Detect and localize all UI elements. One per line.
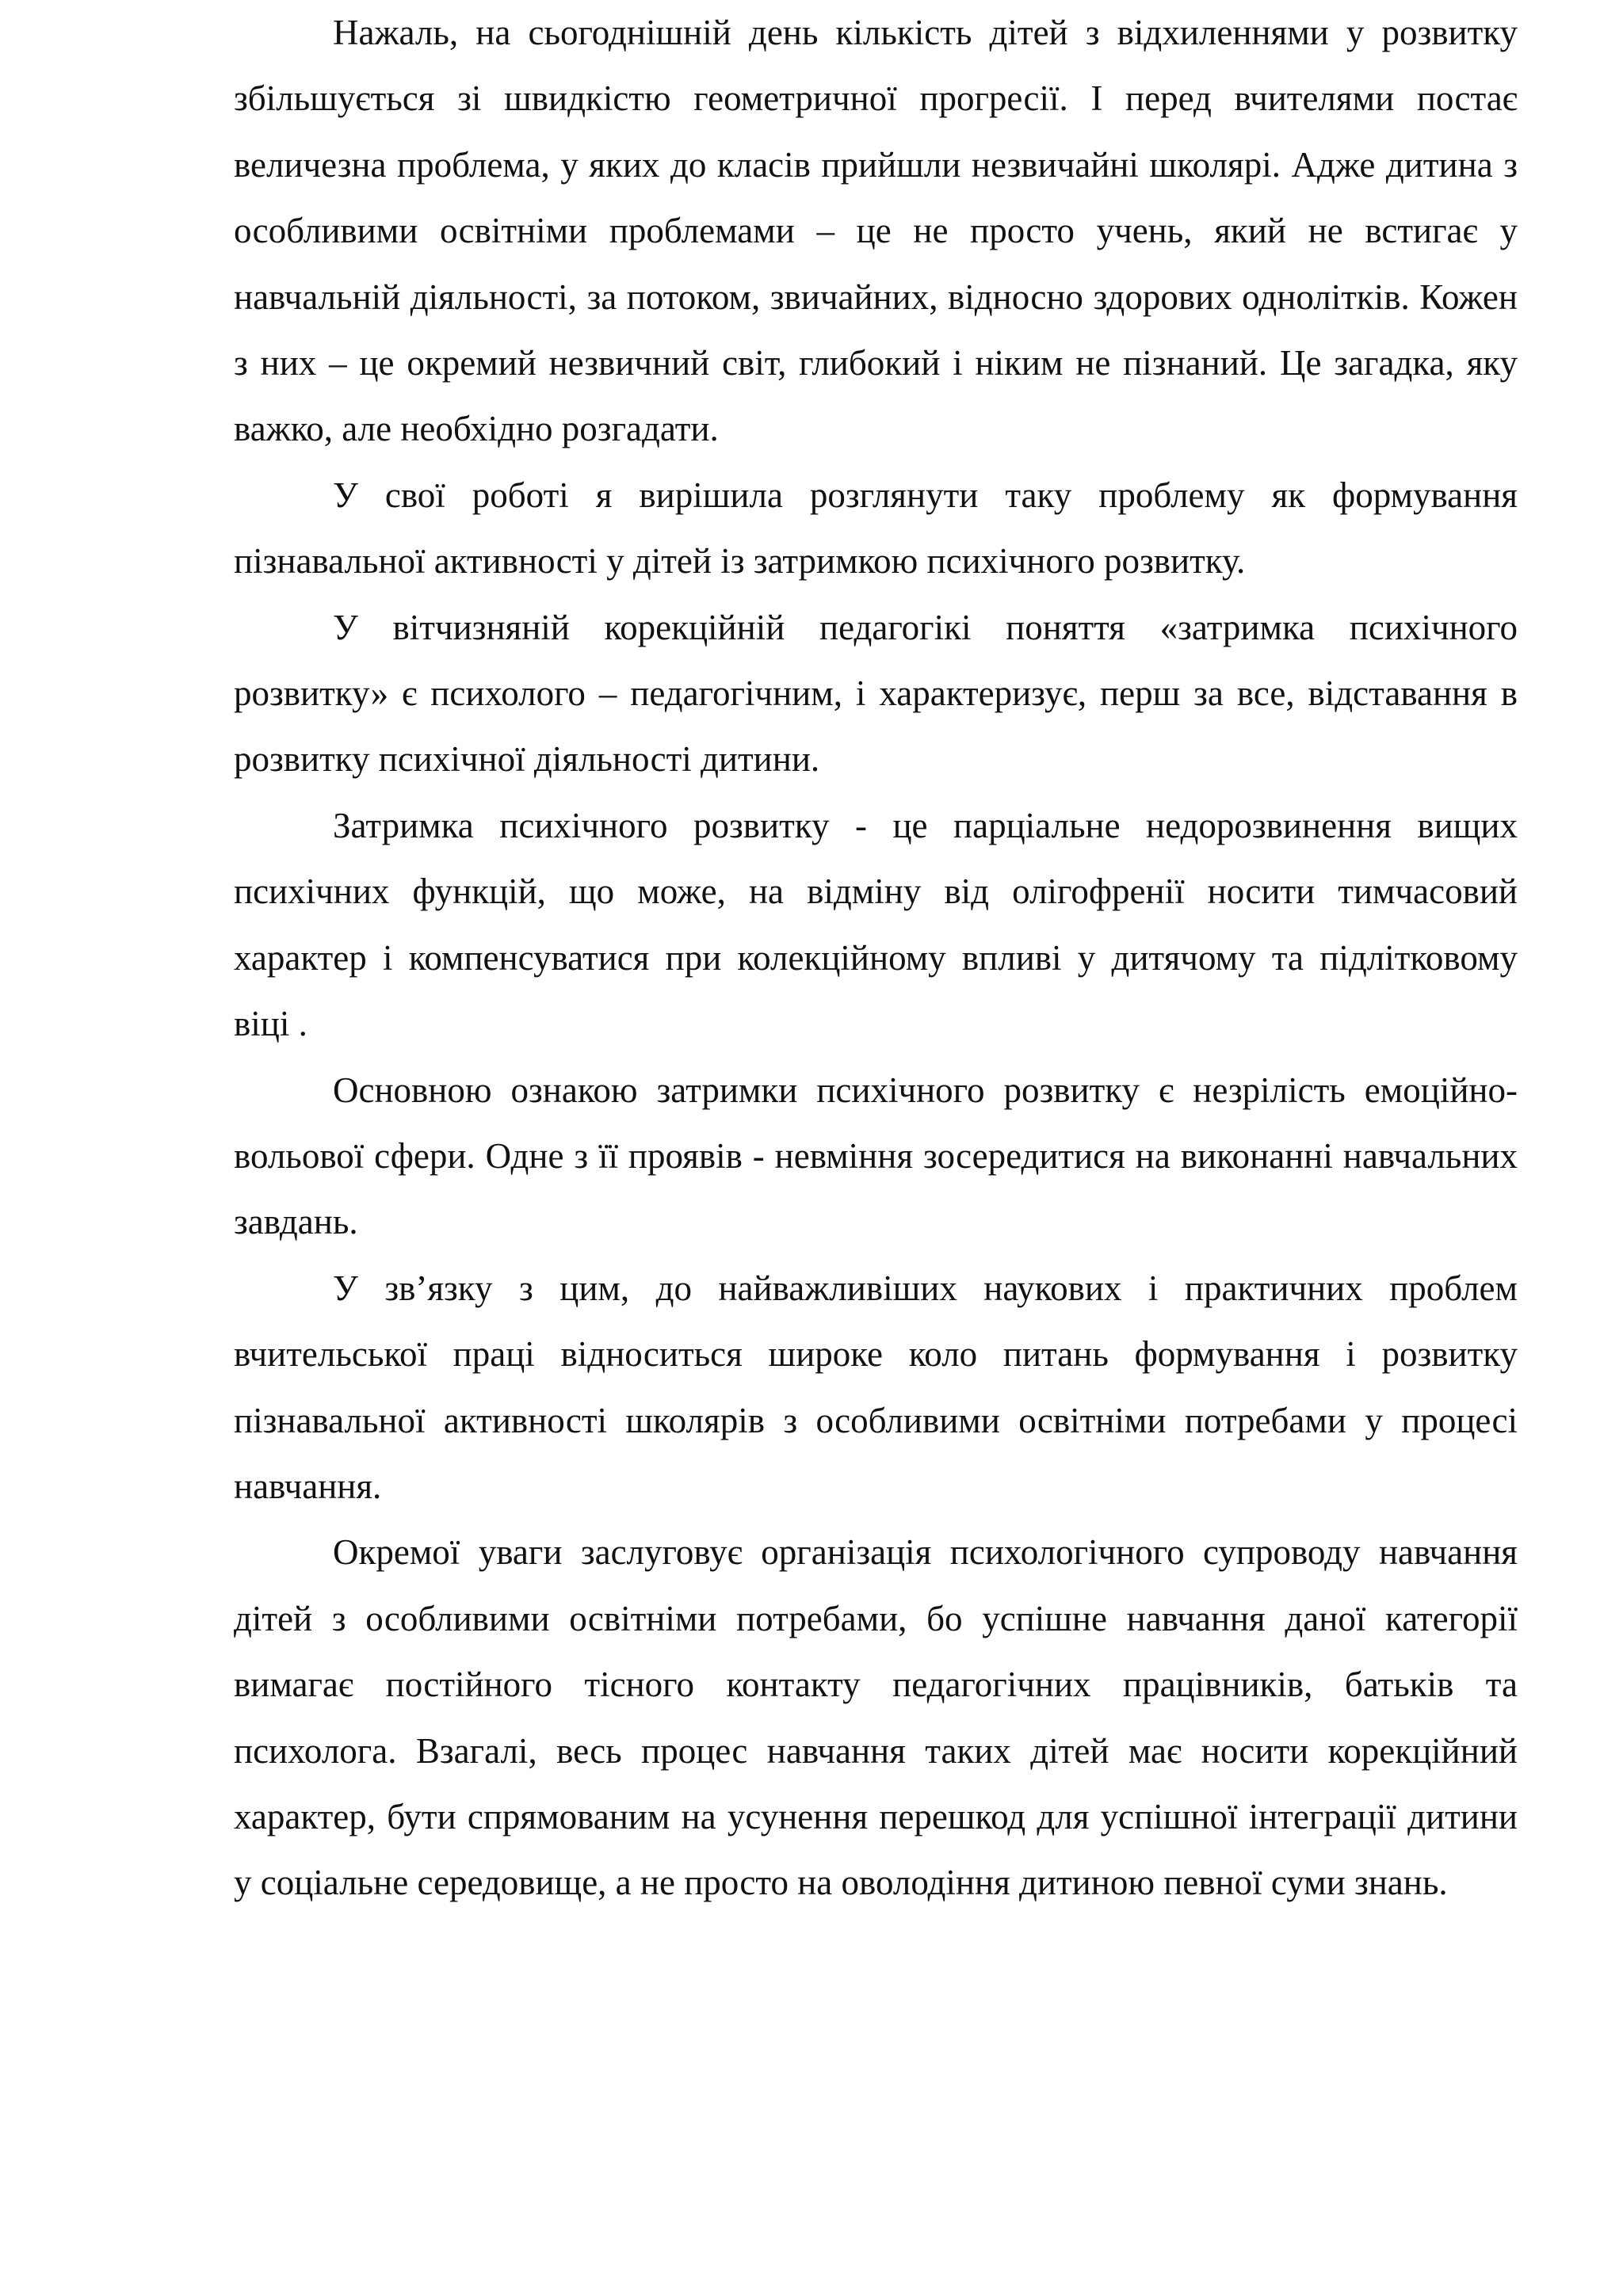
paragraph-7: Окремої уваги заслуговує організація психологічного супроводу навчання дітей з особливими освітніми потребами, бо успішне навчання даної категорії вимагає постійного тісного контакту педагогічних працівників, батьків та психолога. Взагалі, весь процес навчання таких дітей має носити корекційний характер, бути спрямованим на усунення перешкод для успішної інтеграції дитини у соціальне середовище, а не просто на оволодіння дитиною певної суми знань. [234,1532,1518,1903]
paragraph-5: Основною ознакою затримки психічного розвитку є незрілість емоційно-вольової сфери. Одне з її проявів - невміння зосередитися на виконанні навчальних завдань. [234,1070,1518,1242]
paragraph-2: У свої роботі я вирішила розглянути таку проблему як формування пізнавальної активності у дітей із затримкою психічного розвитку. [234,475,1518,582]
paragraph-1: Нажаль, на сьогоднішній день кількість дітей з відхиленнями у розвитку збільшується зі швидкістю геометричної прогресії. І перед вчителями постає величезна проблема, у яких до класів прийшли незвичайні школярі. Адже дитина з особливими освітніми проблемами – це не просто учень, який не встигає у навчальній діяльності, за потоком, звичайних, відносно здорових однолітків. Кожен з них – це окремий незвичний світ, глибокий і ніким не пізнаний. Це загадка, яку важко, але необхідно розгадати. [234,13,1518,449]
paragraph-6: У зв’язку з цим, до найважливіших наукових і практичних проблем вчительської праці відноситься широке коло питань формування і розвитку пізнавальної активності школярів з особливими освітніми потребами у процесі навчання. [234,1268,1518,1506]
paragraph-3: У вітчизняній корекційній педагогікі поняття «затримка психічного розвитку» є психолого – педагогічним, і характеризує, перш за все, відставання в розвитку психічної діяльності дитини. [234,607,1518,780]
paragraph-4: Затримка психічного розвитку - це парціальне недорозвинення вищих психічних функцій, що може, на відміну від олігофренії носити тимчасовий характер і компенсуватися при колекційному впливі у дитячому та підлітковому віці . [234,805,1518,1044]
document-body [234,0,1518,1917]
